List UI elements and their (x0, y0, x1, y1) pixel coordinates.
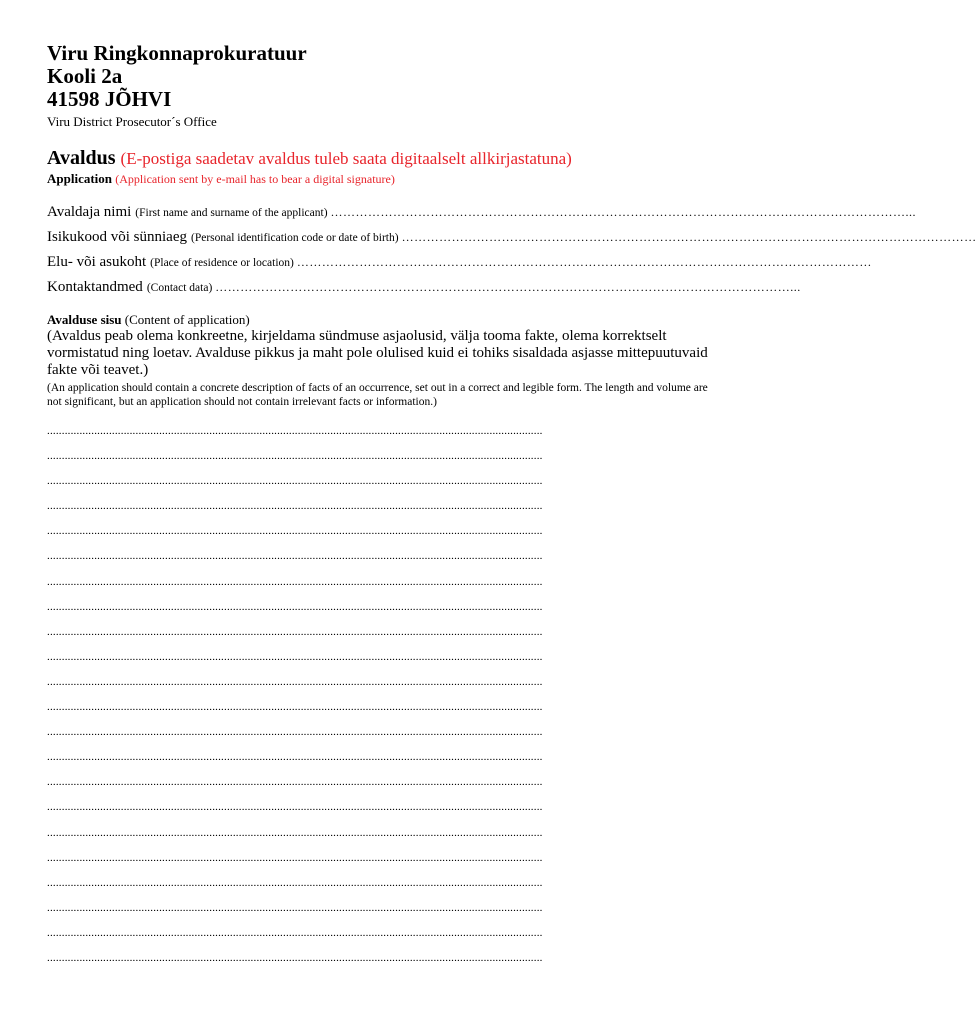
writing-line[interactable]: ........................................................................................................................................................................ (47, 801, 543, 814)
form-title-block (47, 146, 723, 187)
writing-line[interactable]: ........................................................................................................................................................................ (47, 926, 543, 939)
content-instructions-estonian: (Avaldus peab olema konkreetne, kirjeldama sündmuse asjaolusid, välja tooma fakte, olema korrektselt vormistatud ning loetav. Avalduse pikkus ja maht pole olulised kuid ei tohiks sisaldada asjasse mittepuutuvaid fakte või teavet.) (47, 328, 708, 378)
field-label: Isikukood või sünniaeg (47, 229, 187, 245)
field-fill-line[interactable]: …………………………………………………………………………………………………………………………... (215, 280, 801, 294)
writing-line[interactable]: ........................................................................................................................................................................ (47, 701, 543, 714)
writing-line[interactable]: ........................................................................................................................................................................ (47, 500, 543, 513)
content-section (47, 312, 723, 409)
writing-lines (47, 419, 723, 971)
writing-line[interactable]: ........................................................................................................................................................................ (47, 625, 543, 638)
writing-line[interactable]: ........................................................................................................................................................................ (47, 575, 543, 588)
writing-line[interactable]: ........................................................................................................................................................................ (47, 600, 543, 613)
content-heading-note: (Content of application) (124, 312, 250, 327)
form-subtitle-main: Application (47, 171, 113, 186)
writing-line[interactable]: ........................................................................................................................................................................ (47, 650, 543, 663)
application-form-page (47, 41, 977, 971)
writing-line[interactable]: ........................................................................................................................................................................ (47, 851, 543, 864)
field-label: Avaldaja nimi (47, 204, 132, 220)
field-fill-line[interactable]: ………………………………………………………………………………………………………………………… (296, 255, 872, 269)
street-address: Kooli 2a (47, 64, 123, 88)
field-hint: (First name and surname of the applicant) (135, 207, 328, 219)
writing-line[interactable]: ........................................................................................................................................................................ (47, 901, 543, 914)
content-instructions-english: (An application should contain a concrete description of facts of an occurrence, set out in a correct and legible form. The length and volume are not significant, but an application should not contain irrelevant facts or information.) (47, 382, 708, 408)
field-fill-line[interactable]: …………………………………………………………………………………………………………………………... (330, 205, 917, 219)
writing-line[interactable]: ........................................................................................................................................................................ (47, 675, 543, 688)
field-id-code (47, 229, 977, 254)
recipient-address-block (47, 42, 723, 130)
writing-line[interactable]: ........................................................................................................................................................................ (47, 776, 543, 789)
writing-line[interactable]: ........................................................................................................................................................................ (47, 876, 543, 889)
applicant-fields (47, 204, 977, 304)
form-title-main: Avaldus (47, 147, 116, 169)
writing-line[interactable]: ........................................................................................................................................................................ (47, 726, 543, 739)
field-residence (47, 254, 872, 279)
writing-line[interactable]: ........................................................................................................................................................................ (47, 450, 543, 463)
postal-city: 41598 JÕHVI (47, 87, 172, 111)
form-subtitle (47, 171, 723, 187)
organization-name: Viru Ringkonnaprokuratuur (47, 41, 307, 65)
content-heading (47, 312, 723, 328)
field-fill-line[interactable]: ………………………………………………………………………………………………………………………… (401, 230, 977, 244)
field-contact-data (47, 279, 801, 304)
writing-line[interactable]: ........................................................................................................................................................................ (47, 425, 543, 437)
form-subtitle-note: (Application sent by e-mail has to bear a digital signature) (115, 172, 395, 186)
organization-english-name: Viru District Prosecutor´s Office (47, 114, 217, 129)
field-hint: (Place of residence or location) (150, 257, 294, 269)
field-label: Elu- või asukoht (47, 254, 147, 270)
writing-line[interactable]: ........................................................................................................................................................................ (47, 951, 543, 964)
field-applicant-name (47, 204, 917, 229)
writing-line[interactable]: ........................................................................................................................................................................ (47, 751, 543, 764)
field-hint: (Contact data) (146, 282, 213, 294)
writing-line[interactable]: ........................................................................................................................................................................ (47, 525, 543, 538)
form-title (47, 146, 723, 171)
field-hint: (Personal identification code or date of birth) (191, 232, 399, 244)
writing-line[interactable]: ........................................................................................................................................................................ (47, 826, 543, 839)
content-heading-main: Avalduse sisu (47, 312, 122, 327)
field-label: Kontaktandmed (47, 279, 143, 295)
writing-line[interactable]: ........................................................................................................................................................................ (47, 475, 543, 488)
writing-line[interactable]: ........................................................................................................................................................................ (47, 550, 543, 563)
form-title-note: (E-postiga saadetav avaldus tuleb saata digitaalselt allkirjastatuna) (120, 149, 572, 168)
